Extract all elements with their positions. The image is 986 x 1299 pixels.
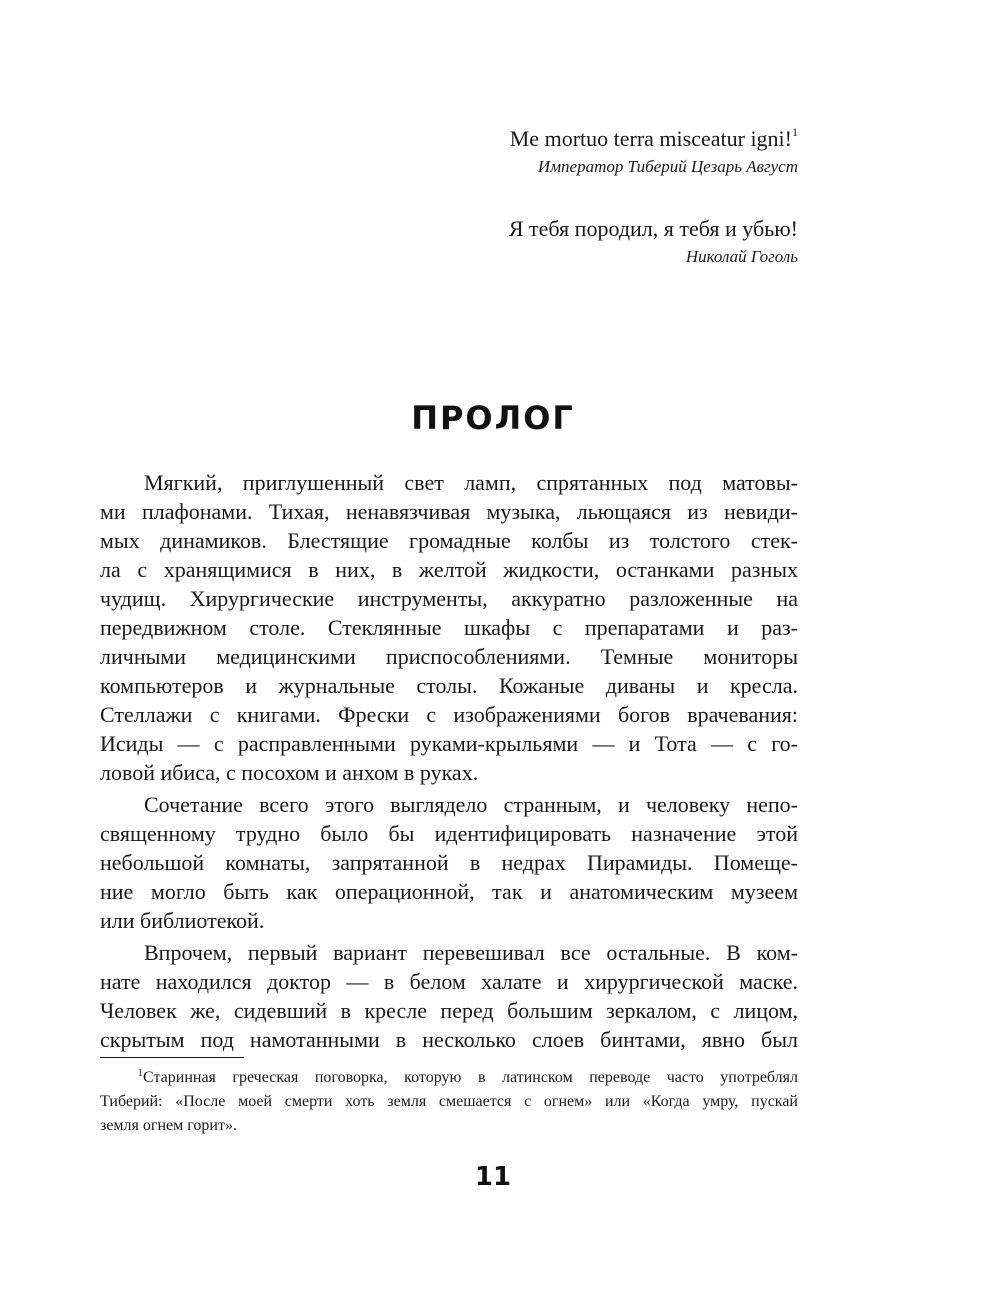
text-line: ловой ибиса, с посохом и анхом в руках. [100,760,479,785]
text-line: мых динамиков. Блестящие громадные колбы из толстого стек- [100,528,798,553]
text-line: Впрочем, первый вариант перевешивал все остальные. В ком- [144,940,798,965]
text-line: компьютеров и журнальные столы. Кожаные диваны и кресла. [100,673,798,698]
epigraph-quote-text: Me mortuo terra misceatur igni! [509,126,792,151]
text-line: передвижном столе. Стеклянные шкафы с препаратами и раз- [100,615,798,640]
footnote-marker: 1 [138,1068,143,1079]
epigraphs [278,124,798,304]
footnote-line: Тиберий: «После моей смерти хоть земля смешается с огнем» или «Когда умру, пускай [100,1093,798,1110]
text-line: Мягкий, приглушенный свет ламп, спрятанных под матовы- [144,470,798,495]
text-line: или библиотекой. [100,908,265,933]
footnote-reference[interactable]: 1 [792,125,798,139]
epigraph-author: Николай Гоголь [685,247,798,266]
text-line: небольшой комнаты, запрятанной в недрах Пирамиды. Помеще- [100,850,798,875]
text-line: скрытым под намотанными в несколько слоев бинтами, явно был [100,1027,798,1052]
footnote-line: земля огнем горит». [100,1117,237,1134]
text-line: Стеллажи с книгами. Фрески с изображениями богов врачевания: [100,702,798,727]
text-line: Сочетание всего этого выглядело странным, и человеку непо- [144,792,798,817]
footnote-divider [100,1057,244,1058]
footnote-text: Старинная греческая поговорка, которую в латинском переводе часто употреблял [143,1069,798,1086]
text-line: Человек же, сидевший в кресле перед большим зеркалом, с лицом, [100,998,798,1023]
text-line: Исиды — с расправленными руками-крыльями — и Тота — с го- [100,731,798,756]
footnote-line [100,1066,798,1090]
paragraph [100,468,798,787]
text-line: священному трудно было бы идентифицировать назначение этой [100,821,798,846]
text-line: нате находился доктор — в белом халате и хирургической маске. [100,969,798,994]
epigraph [278,124,798,180]
text-line: личными медицинскими приспособлениями. Темные мониторы [100,644,798,669]
epigraph [278,214,798,270]
epigraph-quote [278,124,798,154]
page-number: 11 [474,1162,512,1192]
text-line: чудищ. Хирургические инструменты, аккуратно разложенные на [100,586,798,611]
epigraph-quote: Я тебя породил, я тебя и убью! [508,216,798,241]
text-line: ние могло быть как операционной, так и анатомическим музеем [100,879,798,904]
text-line: ми плафонами. Тихая, ненавязчивая музыка, льющаяся из невиди- [100,499,798,524]
paragraph [100,938,798,1054]
epigraph-author: Император Тиберий Цезарь Август [537,157,798,176]
chapter-title: ПРОЛОГ [411,399,575,437]
footnote [100,1066,798,1138]
text-line: ла с хранящимися в них, в желтой жидкости, останками разных [100,557,798,582]
body-text [100,468,798,1054]
paragraph [100,790,798,935]
